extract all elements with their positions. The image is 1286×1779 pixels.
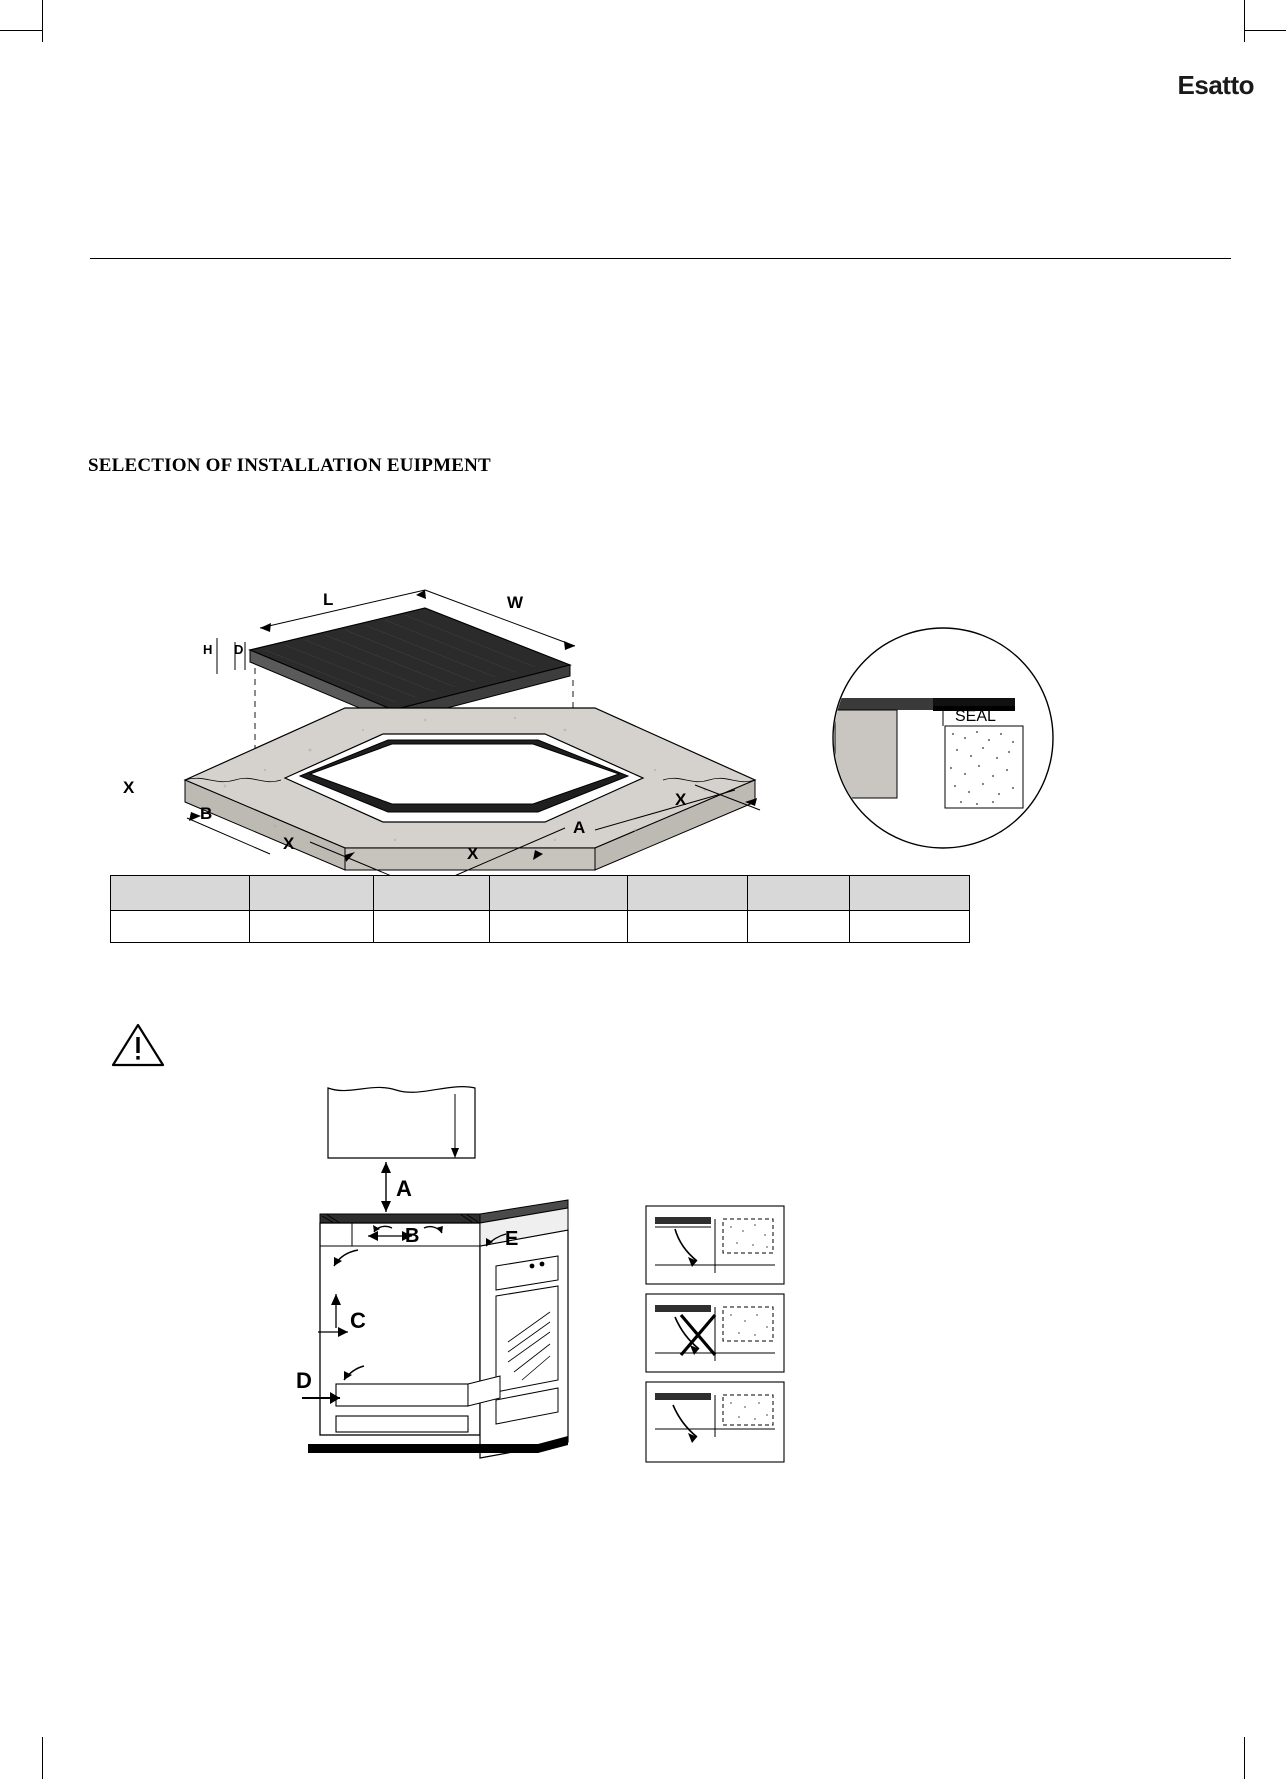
table-row bbox=[111, 911, 970, 943]
table-cell bbox=[849, 911, 969, 943]
crop-mark-left-top bbox=[0, 30, 42, 31]
crop-mark-bottom-right bbox=[1244, 1737, 1245, 1779]
table-header-cell bbox=[111, 876, 250, 911]
header-divider bbox=[90, 258, 1231, 259]
table-header-row bbox=[111, 876, 970, 911]
label-clearance-d: D bbox=[296, 1368, 312, 1393]
figure-ventilation-options bbox=[645, 1205, 790, 1465]
brand-logo: Esatto bbox=[1177, 70, 1254, 100]
label-clearance-left: X bbox=[123, 778, 135, 797]
label-clearance-front: X bbox=[283, 834, 295, 853]
warning-triangle-icon bbox=[110, 1022, 166, 1068]
table-cell bbox=[249, 911, 374, 943]
crop-mark-top-left bbox=[42, 0, 43, 42]
table-header-cell bbox=[249, 876, 374, 911]
label-cut-a: A bbox=[573, 818, 586, 837]
table-cell bbox=[374, 911, 489, 943]
label-depth: D bbox=[234, 642, 244, 657]
table-header-cell bbox=[748, 876, 850, 911]
label-clearance-a: A bbox=[396, 1176, 412, 1201]
table-header-cell bbox=[374, 876, 489, 911]
specification-table bbox=[110, 875, 970, 943]
page-title: SELECTION OF INSTALLATION EUIPMENT bbox=[88, 455, 491, 476]
crop-mark-top-right bbox=[1244, 0, 1245, 42]
table-header-cell bbox=[849, 876, 969, 911]
table-cell bbox=[748, 911, 850, 943]
label-clearance-c: C bbox=[350, 1308, 366, 1333]
label-seal: SEAL bbox=[955, 708, 996, 725]
label-width: W bbox=[507, 593, 524, 612]
label-cut-b: B bbox=[200, 804, 213, 823]
table-header-cell bbox=[628, 876, 748, 911]
figure-installation-section bbox=[296, 1080, 640, 1490]
table-cell bbox=[111, 911, 250, 943]
label-clearance-front2: X bbox=[467, 844, 479, 863]
label-clearance-right: X bbox=[675, 790, 687, 809]
table-cell bbox=[489, 911, 628, 943]
figure-seal-detail bbox=[825, 620, 1065, 860]
table-cell bbox=[628, 911, 748, 943]
label-length: L bbox=[323, 590, 334, 609]
crop-mark-bottom-left bbox=[42, 1737, 43, 1779]
figure-exploded-cooktop bbox=[95, 590, 795, 863]
label-clearance-b: B bbox=[405, 1225, 420, 1247]
label-clearance-e: E bbox=[505, 1228, 519, 1250]
crop-mark-right-top bbox=[1244, 30, 1286, 31]
label-height: H bbox=[203, 642, 213, 657]
table-header-cell bbox=[489, 876, 628, 911]
